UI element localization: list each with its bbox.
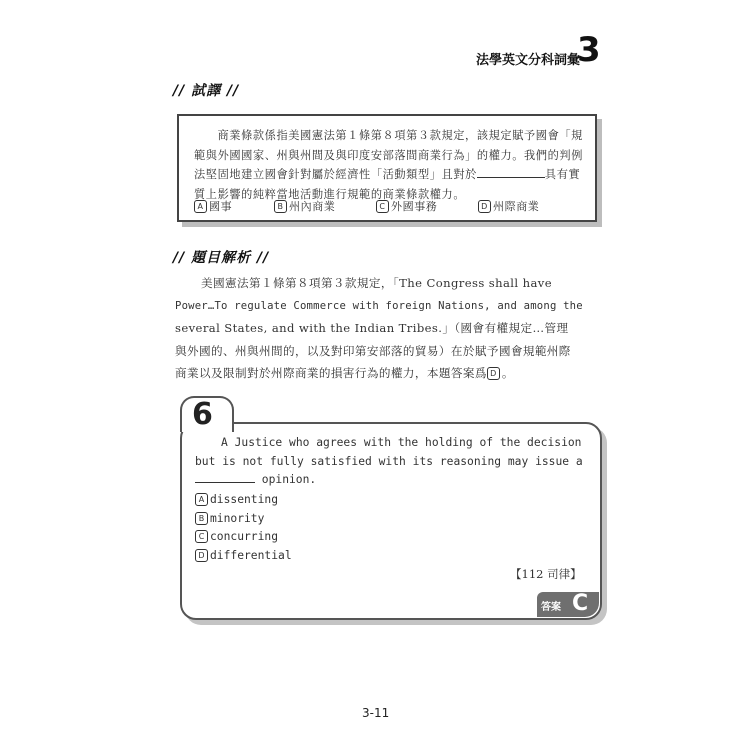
analysis-line-4: 與外國的、州與州間的，以及對印第安部落的貿易）在於賦予國會規範州際 <box>175 343 571 358</box>
analysis-line-5-end: 。 <box>501 366 514 380</box>
translation-box <box>177 114 597 222</box>
translation-line-3-end: 具有實 <box>544 168 581 181</box>
question-line-3-text: opinion. <box>255 473 317 486</box>
question-line-3 <box>195 471 585 490</box>
option-text: minority <box>210 511 265 525</box>
option-letter: C <box>195 530 208 543</box>
option-text: 國事 <box>209 200 233 213</box>
question-option-a <box>195 491 292 510</box>
question-option-b <box>195 510 292 529</box>
answer-reference: D <box>487 367 500 380</box>
option-letter: B <box>274 200 287 213</box>
translation-option-d <box>478 198 539 214</box>
question-options <box>195 491 292 565</box>
option-letter: A <box>194 200 207 213</box>
option-letter: A <box>195 493 208 506</box>
question-line-2: but is not fully satisfied with its reasoning may issue a <box>195 454 583 468</box>
translation-option-c <box>376 198 437 214</box>
analysis-section-label: // 題目解析 // <box>173 250 270 266</box>
question-stem <box>195 434 585 490</box>
translation-option-b <box>274 198 335 214</box>
chapter-title: 法學英文分科詞彙 <box>476 53 581 68</box>
option-text: concurring <box>210 530 279 543</box>
fill-in-blank <box>477 165 545 178</box>
translation-line-2: 範與外國國家、州與州間及與印度安部落間商業行為」的權力。我們的判例 <box>194 148 583 162</box>
option-letter: D <box>195 549 208 562</box>
question-line-1: A Justice who agrees with the holding of the decision <box>221 436 582 449</box>
question-option-d <box>195 547 292 566</box>
option-letter: C <box>376 200 389 213</box>
analysis-line-3: several States, and with the Indian Tribes.」（國會有權規定…管理 <box>175 321 569 335</box>
question-option-c <box>195 528 292 547</box>
option-text: 州際商業 <box>493 200 540 213</box>
option-letter: B <box>195 512 208 525</box>
translation-section-label: // 試譯 // <box>173 83 240 99</box>
translation-option-a <box>194 198 232 214</box>
chapter-number: 3 <box>577 30 601 70</box>
option-letter: D <box>478 200 491 213</box>
analysis-text <box>175 272 597 385</box>
question-number: 6 <box>192 397 213 432</box>
page-number: 3-11 <box>362 706 390 720</box>
question-source: 【112 司律】 <box>510 567 582 581</box>
analysis-line-2: Power…To regulate Commerce with foreign Nations, and among the <box>175 299 583 312</box>
option-text: 外國事務 <box>391 200 438 213</box>
analysis-line-1: 美國憲法第１條第８項第３款規定，「The Congress shall have <box>201 276 552 290</box>
analysis-line-5-text: 商業以及限制對於州際商業的損害行為的權力，本題答案爲 <box>175 366 487 380</box>
option-text: dissenting <box>210 493 279 506</box>
option-text: 州內商業 <box>289 200 336 213</box>
fill-in-blank <box>195 471 255 483</box>
translation-line-4: 質上影響的純粹當地活動進行規範的商業條款權力。 <box>194 187 466 201</box>
answer-letter: C <box>572 591 589 616</box>
translation-line-3: 法堅固地建立國會針對屬於經濟性「活動類型」且對於 <box>194 168 477 181</box>
answer-label: 答案 <box>541 602 561 613</box>
analysis-line-5 <box>175 362 597 385</box>
option-text: differential <box>210 548 292 562</box>
translation-text <box>194 126 584 204</box>
translation-line-1: 商業條款係指美國憲法第１條第８項第３款規定，該規定賦予國會「規 <box>217 129 583 142</box>
